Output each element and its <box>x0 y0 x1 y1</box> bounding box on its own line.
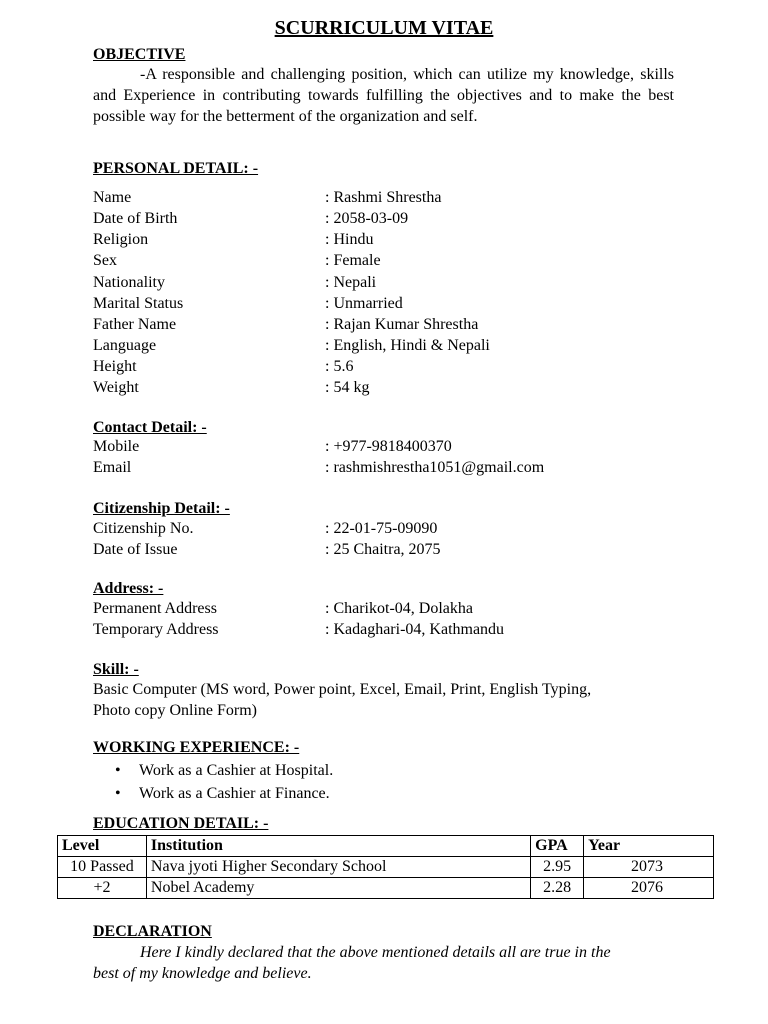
experience-list <box>93 759 333 805</box>
row-label: Weight <box>93 379 139 396</box>
personal-row-nationality <box>93 272 693 293</box>
contact-row-mobile <box>93 436 693 457</box>
table-cell: 2076 <box>584 878 714 899</box>
row-label: Temporary Address <box>93 621 219 638</box>
row-label: Name <box>93 189 132 206</box>
declaration-line-2: best of my knowledge and believe. <box>93 965 312 982</box>
experience-item-text: Work as a Cashier at Hospital. <box>139 762 334 779</box>
table-cell: 2.95 <box>531 857 584 878</box>
row-value: : 54 kg <box>325 379 370 396</box>
row-label: Mobile <box>93 438 140 455</box>
table-cell: 2.28 <box>531 878 584 899</box>
row-label: Permanent Address <box>93 600 217 617</box>
table-cell: Nava jyoti Higher Secondary School <box>146 857 530 878</box>
column-header: Year <box>584 836 714 857</box>
personal-row-sex <box>93 250 693 271</box>
row-value: : Charikot-04, Dolakha <box>325 600 473 617</box>
table-cell: +2 <box>58 878 147 899</box>
education-detail-heading: EDUCATION DETAIL: - <box>93 815 269 832</box>
row-value: : 22-01-75-09090 <box>325 520 438 537</box>
table-row <box>58 878 714 899</box>
row-value: : +977-9818400370 <box>325 438 452 455</box>
citizenship-row-date-of-issue <box>93 539 693 560</box>
objective-heading: OBJECTIVE <box>93 46 186 63</box>
objective-text: -A responsible and challenging position, which can utilize my knowledge, skills and Experience in contributing towards fulfilling the objectives and to make the best possible way for the betterment of the organization and self. <box>93 66 674 125</box>
column-header: GPA <box>531 836 584 857</box>
row-label: Religion <box>93 231 149 248</box>
bullet-icon: • <box>115 762 121 779</box>
row-label: Height <box>93 358 137 375</box>
personal-row-marital-status <box>93 293 693 314</box>
skill-heading: Skill: - <box>93 661 139 678</box>
row-label: Email <box>93 459 132 476</box>
row-value: : Rashmi Shrestha <box>325 189 442 206</box>
table-cell: 10 Passed <box>58 857 147 878</box>
declaration-line-1: Here I kindly declared that the above mentioned details all are true in the <box>140 944 611 961</box>
working-experience-heading: WORKING EXPERIENCE: - <box>93 739 300 756</box>
row-value: : Rajan Kumar Shrestha <box>325 316 479 333</box>
row-value: : 2058-03-09 <box>325 210 409 227</box>
personal-row-dob <box>93 208 693 229</box>
row-label: Date of Issue <box>93 541 178 558</box>
declaration-heading: DECLARATION <box>93 923 212 940</box>
row-label: Language <box>93 337 157 354</box>
citizenship-detail-heading: Citizenship Detail: - <box>93 500 230 517</box>
table-header-row <box>58 836 714 857</box>
contact-detail-heading: Contact Detail: - <box>93 419 207 436</box>
personal-row-language <box>93 335 693 356</box>
row-value: : rashmishrestha1051@gmail.com <box>325 459 545 476</box>
row-label: Citizenship No. <box>93 520 194 537</box>
row-value: : Unmarried <box>325 295 403 312</box>
list-item <box>93 782 333 805</box>
row-value: : 5.6 <box>325 358 354 375</box>
bullet-icon: • <box>115 785 121 802</box>
citizenship-row-number <box>93 518 693 539</box>
address-row-permanent <box>93 598 693 619</box>
personal-row-weight <box>93 377 693 398</box>
experience-item-text: Work as a Cashier at Finance. <box>139 785 330 802</box>
row-label: Father Name <box>93 316 177 333</box>
personal-row-height <box>93 356 693 377</box>
skill-line-2: Photo copy Online Form) <box>93 702 257 719</box>
personal-row-religion <box>93 229 693 250</box>
column-header: Institution <box>146 836 530 857</box>
contact-row-email <box>93 457 693 478</box>
list-item <box>93 759 333 782</box>
row-label: Nationality <box>93 274 165 291</box>
table-cell: 2073 <box>584 857 714 878</box>
education-table <box>57 835 714 899</box>
row-value: : Hindu <box>325 231 374 248</box>
skill-line-1: Basic Computer (MS word, Power point, Excel, Email, Print, English Typing, <box>93 681 592 698</box>
row-label: Date of Birth <box>93 210 178 227</box>
row-value: : English, Hindi & Nepali <box>325 337 490 354</box>
row-value: : Kadaghari-04, Kathmandu <box>325 621 505 638</box>
row-value: : 25 Chaitra, 2075 <box>325 541 441 558</box>
row-value: : Female <box>325 252 381 269</box>
page-title: SCURRICULUM VITAE <box>274 17 494 39</box>
column-header: Level <box>58 836 147 857</box>
table-cell: Nobel Academy <box>146 878 530 899</box>
row-value: : Nepali <box>325 274 377 291</box>
personal-row-name <box>93 187 693 208</box>
address-row-temporary <box>93 619 693 640</box>
personal-row-father-name <box>93 314 693 335</box>
table-row <box>58 857 714 878</box>
row-label: Marital Status <box>93 295 184 312</box>
row-label: Sex <box>93 252 117 269</box>
personal-detail-heading: PERSONAL DETAIL: - <box>93 160 259 177</box>
address-heading: Address: - <box>93 580 164 597</box>
